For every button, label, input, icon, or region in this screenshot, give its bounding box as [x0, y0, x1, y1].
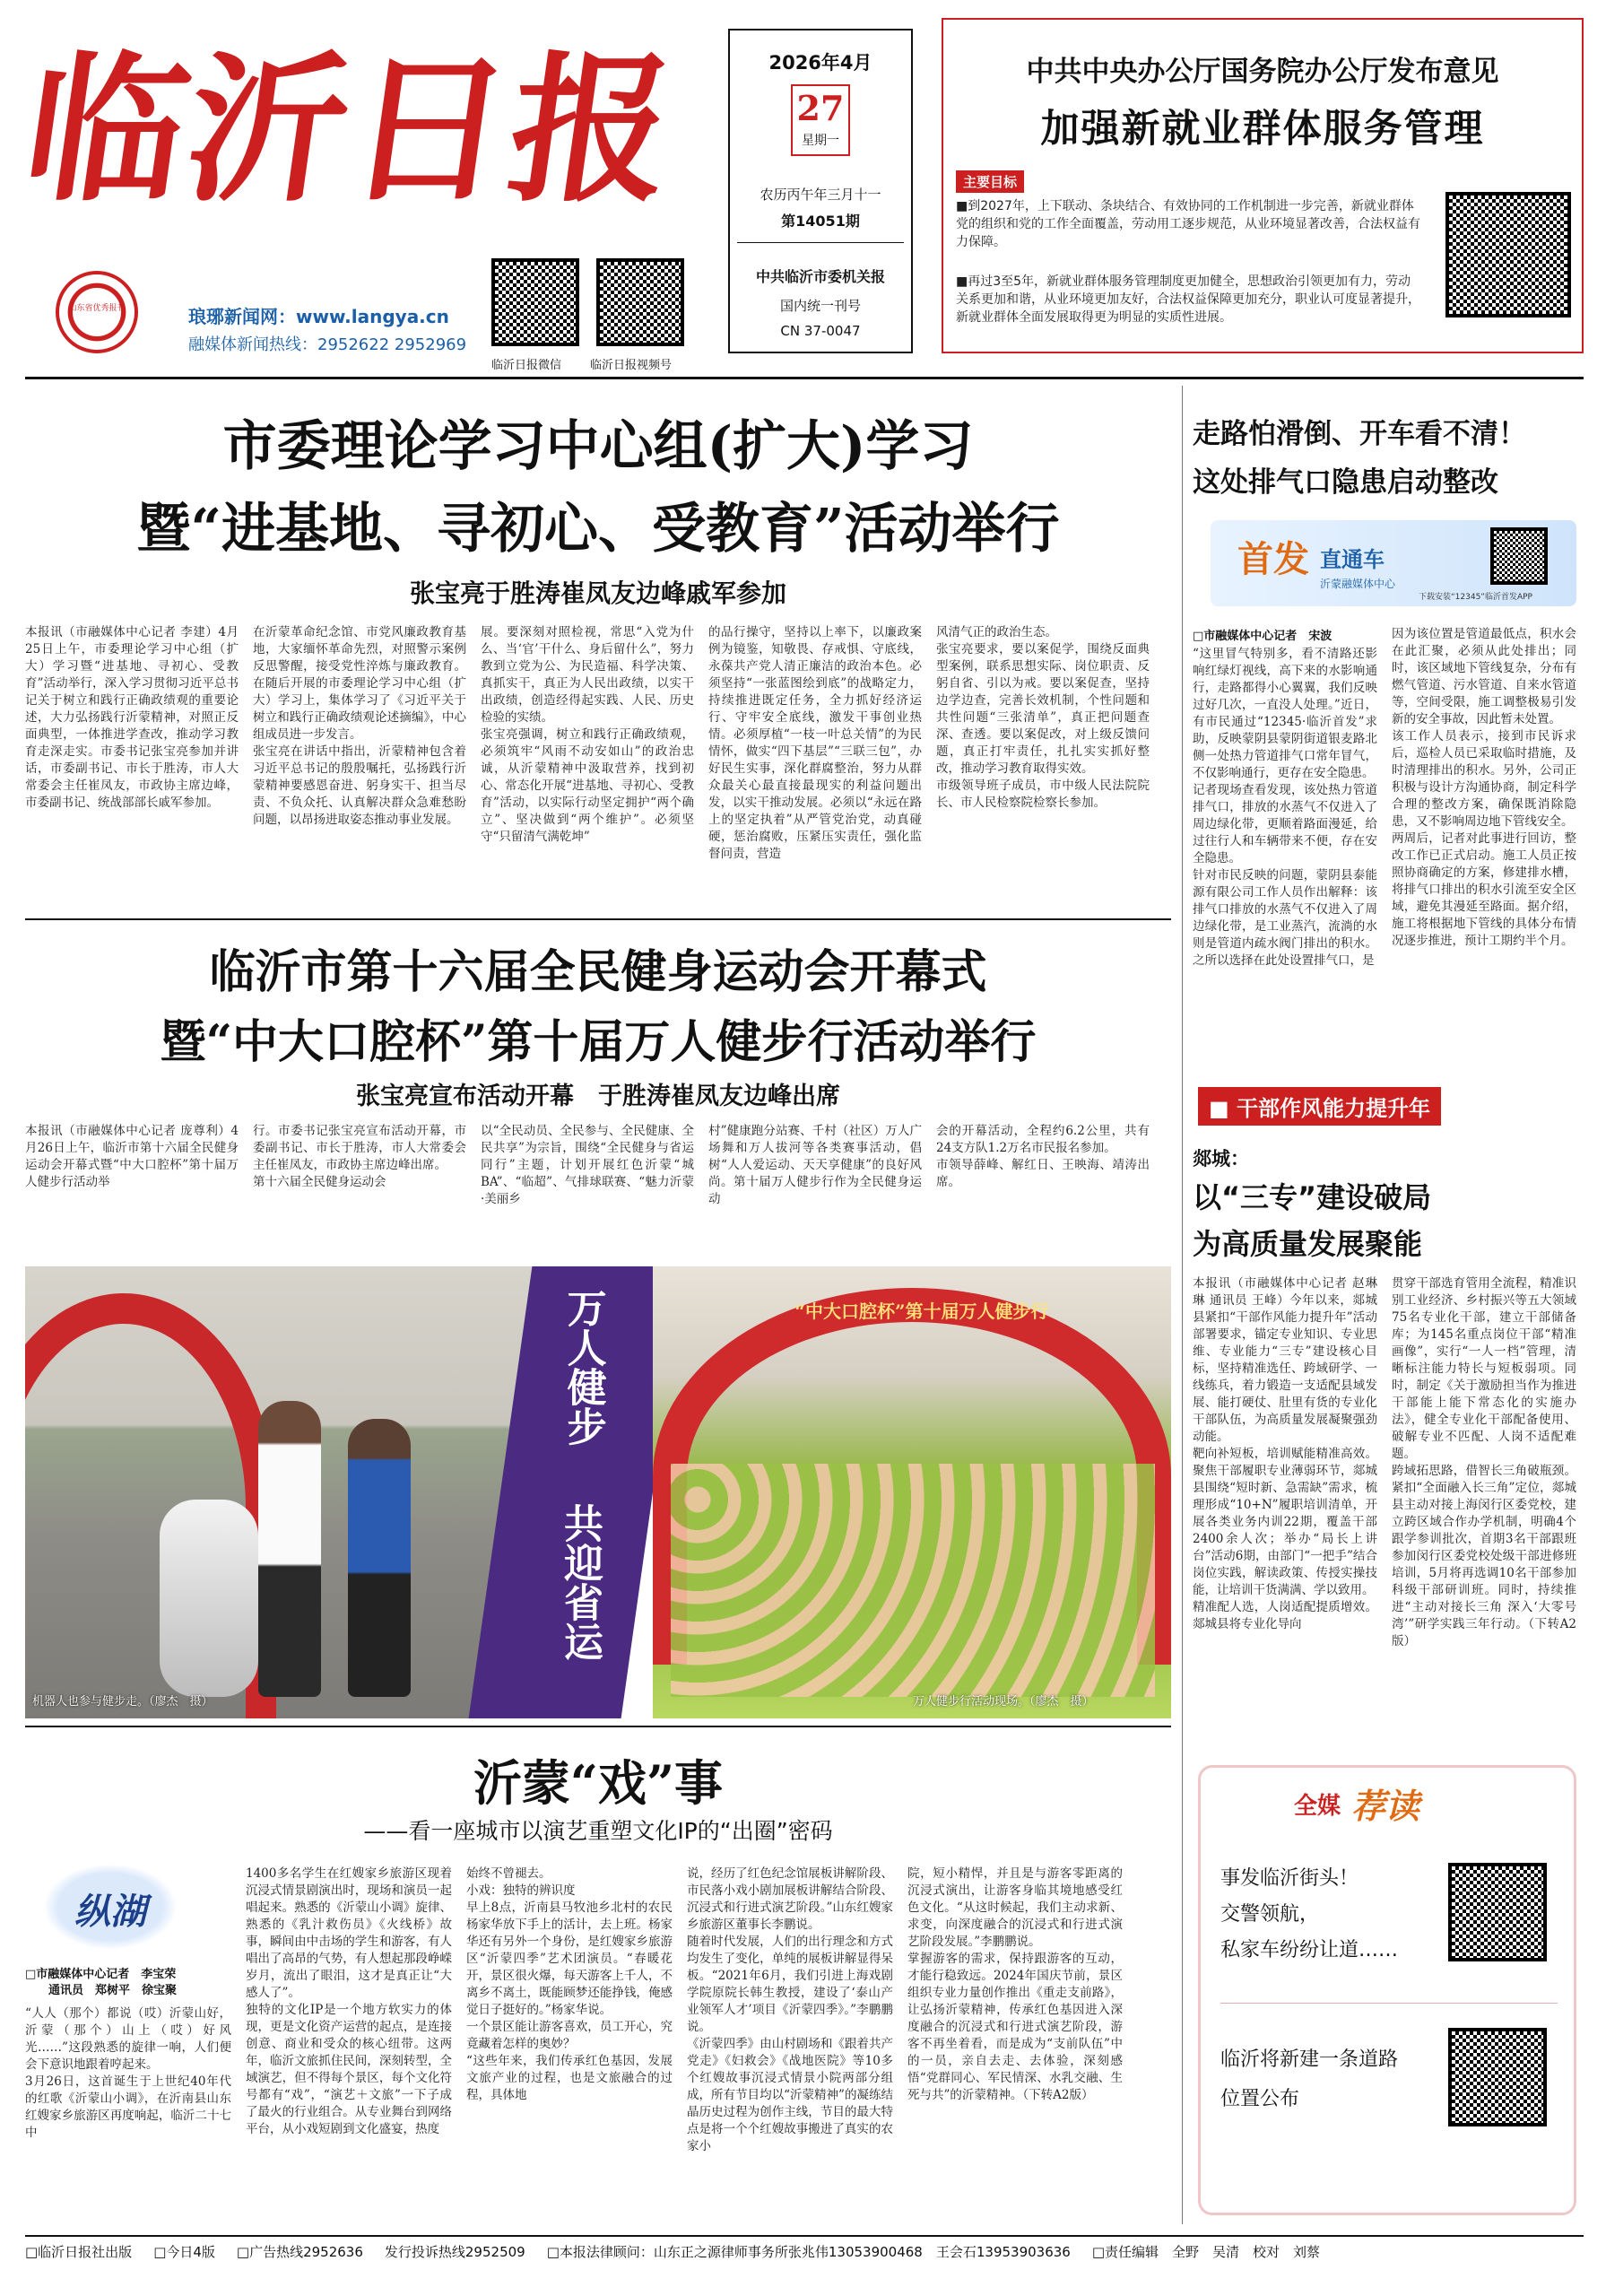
- date-weekday: 星期一: [802, 134, 839, 148]
- emblem-icon: [56, 271, 138, 353]
- footer: [25, 2242, 1584, 2278]
- sports-column: 本报讯（市融媒体中心记者 庞尊利）4月26日上午，临沂市第十六届全民健身运动会开幕式暨“中大口腔杯”第十届万人健步行活动举: [25, 1124, 239, 1189]
- photo-caption-crowd: 万人健步行活动现场。（廖杰 摄）: [913, 1695, 1094, 1709]
- culture-column: “人人（那个）都说（哎）沂蒙山好，沂蒙（那个）山上（哎）好风光……”这段熟悉的旋律一响，人们便会下意识地跟着哼起来。 3月26日，这首诞生于上世纪40年代的红歌《沂蒙山小调》，在沂南县山东红嫂家乡旅游区再度响起，临沂二十七中: [25, 2006, 231, 2140]
- logo-text: 首发: [1237, 538, 1309, 580]
- wechat-qr-icon[interactable]: [491, 258, 579, 346]
- hotline: 融媒体新闻热线：2952622 2952969: [188, 335, 467, 354]
- culture-byline-1: □市融媒体中心记者 李宝荣: [25, 1968, 177, 1981]
- exhaust-headline-2[interactable]: 这处排气口隐患启动整改: [1193, 466, 1498, 499]
- masthead-rule: [25, 377, 1584, 379]
- top-news-point: ■到2027年，上下联动、条块结合、有效协同的工作机制进一步完善，新就业群体党的组织和党的工作全面覆盖，劳动用工逐步规范，从业环境显著改善，合法权益有力保障。: [956, 199, 1420, 249]
- video-qr-icon[interactable]: [596, 258, 684, 346]
- culture-article: [25, 1731, 1171, 2233]
- cn-number: CN 37-0047: [780, 323, 861, 339]
- exhaust-qr-label: 下载安装“12345”临沂首发APP: [1419, 593, 1532, 602]
- issue-number: 第14051期: [781, 213, 860, 230]
- culture-column: 说，经历了红色纪念馆展板讲解阶段、市民落小戏小剧加展板讲解结合阶段、沉浸式和行进式演艺阶段。”山东红嫂家乡旅游区董事长李鹏说。 随着时代发展，人们的出行理念和方式均发生了变化，单纯的展板讲解显得呆板。“2021年6月，我们引进上海戏剧学院原院长韩生教授，建设了‘泰山产业领军人才’项目《沂蒙四季》。”李鹏鹏说。 《沂蒙四季》由山村剧场和《跟着共产党走》《妇救会》《战地医院》等10多个红嫂故事沉浸式情景小院两部分组成，所有节目均以“沂蒙精神”的凝练结晶历史过程为创作主线，节目的最大特点是将一个个红嫂故事搬进了真实的农家小: [687, 1866, 893, 2153]
- culture-column: 始终不曾褪去。 小戏：独特的辨识度 早上8点，沂南县马牧池乡北村的农民杨家华放下手上的活计，去上班。杨家华还有另外一个身份，是红嫂家乡旅游区“沂蒙四季”艺术团演员。“春暖花开，景区很火爆，每天游客上千人，不离乡不离土，既能顾梦还能挣钱，俺感觉日子挺好的。”杨家华说。 一个景区能让游客喜欢，员工开心，究竟藏着怎样的奥妙？ “这些年来，我们传承红色基因，发展文旅产业的过程，也是文旅融合的过程，具体地: [466, 1866, 673, 2102]
- top-news-qr-icon[interactable]: [1445, 192, 1571, 317]
- cn-code-label: 国内统一刊号: [779, 298, 861, 314]
- arch-text: “中大口腔杯”第十届万人健步行: [794, 1300, 1049, 1322]
- sports-headline-1[interactable]: 临沂市第十六届全民健身运动会开幕式: [209, 945, 987, 999]
- emblem-text: 山东省优秀报刊: [68, 304, 126, 313]
- sports-article: [25, 924, 1171, 1758]
- recommend-qr-icon[interactable]: [1448, 1863, 1547, 1961]
- lead-column: 风清气正的政治生态。 张宝亮要求，要以案促学，围绕反面典型案例，联系思想实际、岗位职责、反躬自省、引以为戒。要以案促查，坚持边学边查，完善长效机制，个性问题和共性问题“三张清单”，真正把问题查深、查透。要以案促改，对上级反馈问题，真正打牢责任，扎扎实实抓好整改，推动学习教育取得实效。 市级领导班子成员，市中级人民法院院长、市人民检察院检察长参加。: [936, 625, 1150, 810]
- recommend-box: [1198, 1765, 1576, 2215]
- recommend-item[interactable]: 临沂将新建一条道路 位置公布: [1220, 2048, 1399, 2110]
- date-divider: [737, 242, 904, 243]
- crowd-walk-photo[interactable]: [653, 1266, 1171, 1718]
- right-column-divider: [1182, 386, 1183, 2224]
- footer-editors: □责任编辑 全野 吴清 校对 刘蔡: [1091, 2244, 1321, 2260]
- date-box: [728, 29, 913, 353]
- lead-headline-1[interactable]: 市委理论学习中心组(扩大)学习: [222, 415, 974, 478]
- culture-column: 院，短小精悍，并且是与游客零距离的沉浸式演出，让游客身临其境地感受红色文化。“从这时候起，我们主动求新、求变，向深度融合的沉浸式和行进式演艺阶段发展。”李鹏鹏说。 掌握游客的需求，保持跟游客的互动，才能行稳致远。2024年国庆节前，景区组织专业力量创作推出《重走支前路》，让弘扬沂蒙精神，传承红色基因进入深度融合的沉浸式和行进式演艺阶段，游客不再坐着看，而是成为“支前队伍”中的一员，亲自去走、去体验，深刻感悟“党群同心、军民情深、水乳交融、生死与共”的沂蒙精神。（下转A2版）: [907, 1866, 1123, 2102]
- lead-subhead: 张宝亮于胜涛崔凤友边峰戚军参加: [409, 578, 786, 608]
- cadre-headline-1[interactable]: 以“三专”建设破局: [1193, 1180, 1432, 1214]
- sports-headline-2[interactable]: 暨“中大口腔杯”第十届万人健步行活动举行: [160, 1015, 1037, 1069]
- footer-rule: [25, 2235, 1584, 2237]
- masthead: [0, 0, 1606, 377]
- footer-pages: □今日4版: [153, 2244, 215, 2260]
- lead-headline-2[interactable]: 暨“进基地、寻初心、受教育”活动举行: [136, 498, 1060, 561]
- slogan-text-2: 共迎省运: [556, 1503, 603, 1661]
- walker-figure: [258, 1401, 321, 1697]
- masthead-title: 临沂日报: [13, 36, 686, 223]
- sports-column: 村”健康跑分站赛、千村（社区）万人广场舞和万人拔河等各类赛事活动，倡树“人人爱运动、天天享健康”的良好风尚。第十届万人健步行作为全民健身运动: [708, 1124, 922, 1206]
- recommend-title-1: 全媒: [1294, 1793, 1341, 1820]
- sports-column: 以“全民动员、全民参与、全民健康、全民共享”为宗旨，围绕“全民健身与省运同行”主题，计划开展红色沂蒙“城BA”、“临超”、气排球联赛、“魅力沂蒙·美丽乡: [481, 1124, 694, 1206]
- robot-figure: [160, 1500, 258, 1697]
- sports-rule: [25, 1726, 1171, 1727]
- footer-publisher: □临沂日报社出版: [25, 2244, 133, 2260]
- recommend-title-2: 荐读: [1351, 1786, 1420, 1826]
- sports-column: 行。市委书记张宝亮宣布活动开幕，市委副书记、市长于胜涛，市人大常委会主任崔凤友，市政协主席边峰出席。 第十六届全民健身运动会: [253, 1124, 466, 1189]
- cadre-tag: ■ 干部作风能力提升年: [1198, 1087, 1441, 1126]
- lead-column: 展。要深刻对照检视，常思“入党为什么、当‘官’干什么、身后留什么”，努力教到立党为公、为民造福、科学决策、真抓实干，真正为人民出政绩，以实干出政绩，创造经得起实践、人民、历史检验的实绩。 张宝亮强调，树立和践行正确政绩观，必须筑牢“风雨不动安如山”的政治忠诚，从沂蒙精神中汲取营养，找到初心、常态化开展“进基地、寻初心、受教育”活动，以实际行动坚定拥护“两个确立”、坚决做到“两个维护”。必须坚守“只留清气满乾坤”: [481, 625, 694, 844]
- site-link[interactable]: 琅琊新闻网：www.langya.cn: [188, 306, 449, 327]
- top-news-headline[interactable]: 加强新就业群体服务管理: [1040, 107, 1485, 152]
- column-badge-icon: [43, 1864, 178, 1950]
- logo-sub: 直通车: [1320, 547, 1385, 572]
- lead-column: 的品行操守，坚持以上率下，以廉政案例为镜鉴，知敬畏、存戒惧、守底线，永葆共产党人清正廉洁的政治本色。必须坚持“一张蓝图绘到底”的战略定力，持续推进既定任务，全力抓好经济运行、守牢安全底线，激发干事创业热情。必须厚植“一枝一叶总关情”的为民情怀，做实“四下基层”“三联三包”，办好民生实事，深化群腐整治，努力从群众最关心最直接最现实的利益问题出发，以实干推动发展。必须以“永远在路上的坚定执着”从严管党治党，动真碰硬，惩治腐败，压紧压实责任，强化监督问责，营造: [708, 625, 922, 861]
- lead-rule: [25, 918, 1171, 920]
- recommend-qr-icon[interactable]: [1448, 2028, 1547, 2126]
- exhaust-byline: □市融媒体中心记者 宋波: [1193, 630, 1333, 643]
- cadre-prefix: 郯城：: [1193, 1148, 1249, 1170]
- top-news-box: [942, 18, 1584, 353]
- top-news-tag: 主要目标: [956, 170, 1024, 193]
- footer-legal: □本报法律顾问：山东正之源律师事务所张兆伟13053900468 王会石13953903636: [546, 2244, 1071, 2260]
- lead-column: 本报讯（市融媒体中心记者 李建）4月25日上午，市委理论学习中心组（扩大）学习暨“进基地、寻初心、受教育”活动举行，深入学习贯彻习近平总书记关于树立和践行正确政绩观的重要论述，大力弘扬践行沂蒙精神，对照正反面典型，一体推进学查改，推动学习教育走深走实。市委书记张宝亮参加并讲话，市委副书记、市长于胜涛，市人大常委会主任崔凤友，市政协主席边峰，市委副书记、统战部部长戚军参加。: [25, 625, 239, 810]
- sports-column: 会的开幕活动，全程约6.2公里，共有24支方队1.2万名市民报名参加。 市领导薛峰、解红日、王映海、靖涛出席。: [936, 1124, 1150, 1189]
- column-badge-text: 纵湖: [74, 1891, 146, 1933]
- exhaust-logo-box: [1211, 520, 1576, 606]
- wechat-qr-label: 临沂日报微信: [491, 359, 562, 372]
- publisher: 中共临沂市委机关报: [755, 268, 885, 285]
- culture-subhead: ——看一座城市以演艺重塑文化IP的“出圈”密码: [363, 1818, 833, 1844]
- crowd-figures: [671, 1464, 1155, 1697]
- footer-complaint-hotline: 发行投诉热线2952509: [384, 2244, 525, 2260]
- exhaust-column: “这里冒气特别多，看不清路还影响红绿灯视线，高下来的水影响通行，走路都得小心翼翼，我们反映过好几次，一直没人处理。”近日，有市民通过“12345·临沂首发”求助，反映蒙阴县蒙阴街道银麦路北侧一处热力管道排气口常年冒气，不仅影响通行，更存在安全隐患。 记者现场查看发现，该处热力管道排气口，排放的水蒸气不仅进入了周边绿化带，更顺着路面漫延，给过往行人和车辆带来不便，存在安全隐患。 针对市民反映的问题，蒙阴县泰能源有限公司工作人员作出解释：该排气口排放的水蒸气不仅进入了周边绿化带，是工业蒸汽，流淌的水则是管道内疏水阀门排出的积水。之所以选择在此处设置排气口，是: [1193, 647, 1377, 968]
- recommend-divider: [1220, 2003, 1558, 2004]
- date-year-month: 2026年4月: [768, 52, 872, 74]
- top-news-point: ■再过3至5年，新就业群体服务管理制度更加健全，思想政治引领更加有力，劳动关系更加和谐，从业环境更加友好，合法权益保障更加充分，职业认可度显著提升，新就业群体全面发展取得更为明显的实质性进展。: [956, 274, 1420, 325]
- footer-ad-hotline: □广告热线2952636: [236, 2244, 363, 2260]
- cadre-headline-2[interactable]: 为高质量发展聚能: [1193, 1227, 1423, 1261]
- cadre-article: [1193, 1076, 1584, 1740]
- sports-subhead: 张宝亮宣布活动开幕 于胜涛崔凤友边峰出席: [356, 1083, 840, 1110]
- photo-caption-robot: 机器人也参与健步走。（廖杰 摄）: [32, 1695, 213, 1709]
- lead-column: 在沂蒙革命纪念馆、市党风廉政教育基地，大家缅怀革命先烈，对照警示案例反思警醒，接受党性淬炼与廉政教育。在随后开展的市委理论学习中心组（扩大）学习上，集体学习了《习近平关于树立和践行正确政绩观论述摘编》，中心组成员进一步发言。 张宝亮在讲话中指出，沂蒙精神包含着习近平总书记的殷殷嘱托，弘扬践行沂蒙精神要感恩奋进、躬身实干、担当尽责、不负众托、认真解决群众急难愁盼问题，以昂扬进取姿态推动事业发展。: [253, 625, 466, 827]
- video-qr-label: 临沂日报视频号: [590, 359, 673, 372]
- lead-article: [25, 386, 1171, 915]
- exhaust-headline-1[interactable]: 走路怕滑倒、开车看不清！: [1193, 418, 1526, 450]
- cadre-column: 贯穿干部选育管用全流程，精准识别工业经济、乡村振兴等五大领域75名专业化干部，建立干部储备库；为145名重点岗位干部“精准画像”，实行“一人一档”管理，清晰标注能力特长与短板弱项。同时，制定《关于激励担当作为推进干部能上能下常态化的实施办法》，健全专业化干部配备使用、破解专业不匹配、人岗不适配难题。 跨域拓思路，借智长三角破瓶颈。紧扣“全面融入长三角”定位，郯城县主动对接上海闵行区委党校，建立跨区域合作办学机制，明确4个跟学参训批次，首期3名干部跟班参加闵行区委党校处级干部进修班培训，5月将再选调10名干部参加科级干部研训班。同时，持续推进“主动对接长三角 深入‘大零号湾’”研学实践三年行动。（下转A2版）: [1392, 1276, 1576, 1648]
- date-lunar: 农历丙午年三月十一: [760, 187, 881, 203]
- exhaust-qr-icon[interactable]: [1490, 527, 1548, 585]
- recommend-item[interactable]: 事发临沂街头！ 交警领航， 私家车纷纷让道……: [1220, 1867, 1399, 1961]
- exhaust-column: 因为该位置是管道最低点，积水会在此汇聚，必须从此处排出；同时，该区域地下管线复杂，分布有燃气管道、污水管道、自来水管道等，空间受限，施工调整极易引发新的安全事故，因此暂未处置。 该工作人员表示，接到市民诉求后，巡检人员已采取临时措施，及时清理排出的积水。另外，公司正积极与设计方沟通协商，制定科学合理的整改方案，确保既消除隐患，又不影响周边地下管线安全。 两周后，记者对此事进行回访，整改工作已正式启动。施工人员正按照协商确定的方案，修建排水槽，将排气口排出的积水引流至安全区域，避免其漫延至路面。据介绍，施工将根据地下管线的具体分布情况逐步推进，预计工期约半个月。: [1392, 627, 1576, 948]
- culture-byline-2: 通讯员 郑树平 徐宝聚: [48, 1984, 178, 1997]
- top-news-kicker[interactable]: 中共中央办公厅国务院办公厅发布意见: [1026, 56, 1499, 88]
- culture-column: 1400多名学生在红嫂家乡旅游区现着沉浸式情景剧演出时，现场和演员一起唱起来。熟悉的《沂蒙山小调》旋律、熟悉的《乳汁救伤员》《火线桥》故事，瞬间由中击场的学生和游客，有人唱出了高昂的气势，有人想起那段峥嵘岁月，流出了眼泪，这才是真正让“大感人了”。 独特的文化IP是一个地方软实力的体现，更是文化资产运营的起点，是连接创意、商业和受众的核心纽带。这两年，临沂文旅抓住民间，深刻转型，全域演艺，但不得每个景区，每个文化符号都有“戏”，“演艺＋文旅”一下子成了最火的行业组合。从专业舞台到网络平台，从小戏短剧到文化盛宴，热度: [246, 1866, 452, 2136]
- date-day: 27: [796, 88, 845, 128]
- walker-figure: [348, 1419, 411, 1697]
- logo-small: 沂蒙融媒体中心: [1320, 578, 1396, 590]
- cadre-column: 本报讯（市融媒体中心记者 赵琳琳 通讯员 王峰）今年以来，郯城县紧扣“干部作风能力提升年”活动部署要求，锚定专业知识、专业思维、专业能力“三专”建设核心目标，坚持精准选任、跨域研学、一线练兵，着力锻造一支适配县域发展、能打硬仗、肚里有货的专业化干部队伍，为高质量发展凝聚强劲动能。 靶向补短板，培训赋能精准高效。聚焦干部履职专业薄弱环节，郯城县围绕“短时新、急需缺”需求，梳理形成“10+N”履职培训清单，开展各类业务内训22期，覆盖干部2400余人次；举办“局长上讲台”活动6期，由部门“一把手”结合岗位实践，解读政策、传授实操技能，让培训干货满满、学以致用。 精准配人选，人岗适配提质增效。郯城县将专业化导向: [1193, 1276, 1377, 1631]
- slogan-text-1: 万人健步: [560, 1288, 606, 1446]
- exhaust-article: [1193, 386, 1584, 1094]
- culture-headline[interactable]: 沂蒙“戏”事: [473, 1754, 724, 1812]
